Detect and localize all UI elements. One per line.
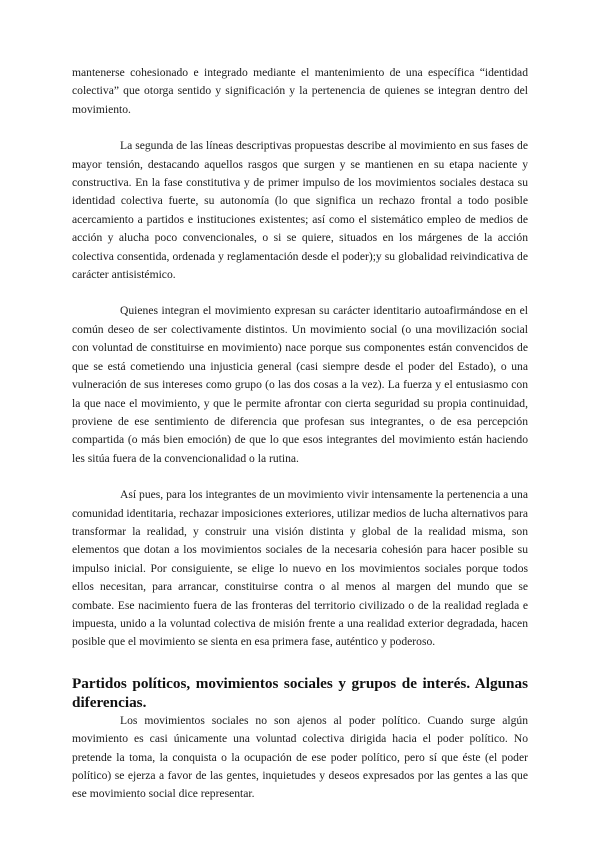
document-page: [72, 64, 528, 804]
paragraph-continuation: mantenerse cohesionado e integrado mediante el mantenimiento de una específica “identidad colectiva” que otorga sentido y significación y la pertenencia de quienes se integran dentro del movimiento.: [72, 66, 528, 116]
paragraph-identity: Quienes integran el movimiento expresan su carácter identitario autoafirmándose en el común deseo de ser colectivamente distintos. Un movimiento social (o una movilización social con voluntad de constituirse en movimiento) nace porque sus componentes están convencidos de que se está cometiendo una injusticia general (casi siempre desde el poder del Estado), o una vulneración de sus intereses como grupo (o las dos cosas a la vez). La fuerza y el entusiasmo con la que nace el movimiento, y que le permite afrontar con cierta seguridad su propia continuidad, proviene de ese sentimiento de diferencia que profesan sus integrantes, o de esa percepción compartida (o más bien emoción) de que lo que esos integrantes del movimiento están haciendo les sitúa fuera de la convencionalidad o la rutina.: [72, 304, 528, 465]
paragraph-political-power: Los movimientos sociales no son ajenos al poder político. Cuando surge algún movimiento es casi únicamente una voluntad colectiva dirigida hacia el poder político. No pretende la toma, la conquista o la ocupación de ese poder político, pero sí que éste (el poder político) se ejerza a favor de las gentes, inquietudes y deseos expresados por las gentes a las que ese movimiento social dice representar.: [72, 713, 528, 801]
paragraph-cohesion: Así pues, para los integrantes de un movimiento vivir intensamente la pertenencia a una comunidad identitaria, rechazar imposiciones exteriores, utilizar medios de lucha alternativos para transformar la realidad, y construir una visión distinta y global de la realidad misma, son elementos que dotan a los movimientos sociales de la necesaria cohesión para hacer posible su impulso inicial. Por consiguiente, se elige lo nuevo en los movimientos sociales porque todos ellos necesitan, para arrancar, constituirse contra o al menos al margen del mundo que se combate. Ese nacimiento fuera de las fronteras del territorio civilizado o de la realidad reglada e impuesta, unido a la voluntad colectiva de misión frente a una realidad exterior degradada, hacen posible que el movimiento se sienta en esa primera fase, auténtico y poderoso.: [72, 488, 528, 649]
paragraph-second-line: La segunda de las líneas descriptivas propuestas describe al movimiento en sus fases de mayor tensión, destacando aquellos rasgos que surgen y se mantienen en su etapa naciente y constructiva. En la fase constitutiva y de primer impulso de los movimientos sociales destaca su identidad colectiva fuerte, su autonomía (lo que significa un rechazo frontal a todo posible acercamiento a partidos e instituciones existentes; así como el sistemático empleo de medios de acción y alucha poco convencionales, o si se quiere, situados en los márgenes de la acción colectiva consentida, ordenada y reglamentación desde el poder);y su globalidad reivindicativa de carácter antisistémico.: [72, 139, 528, 282]
section-heading: Partidos políticos, movimientos sociales y grupos de interés. Algunas diferencias.: [72, 674, 528, 711]
